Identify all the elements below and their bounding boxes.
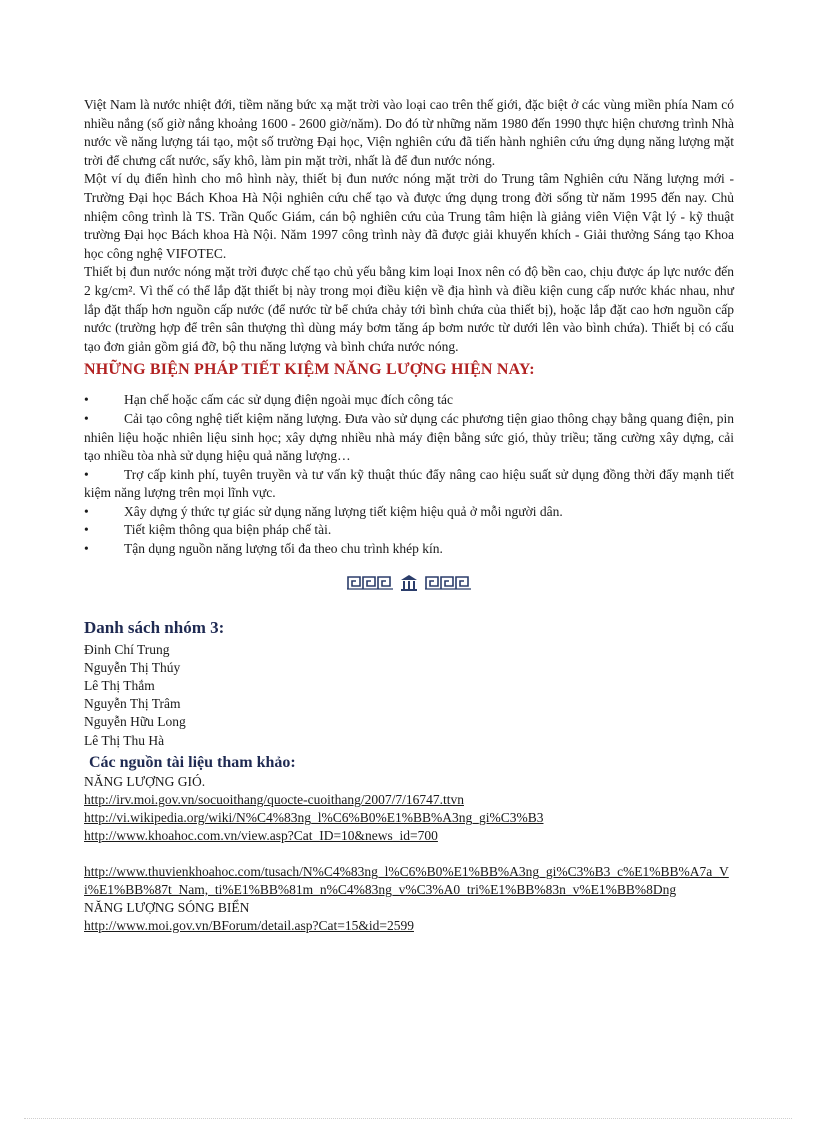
member-name: Nguyễn Hữu Long bbox=[84, 714, 186, 730]
member-name: Đinh Chí Trung bbox=[84, 641, 170, 657]
reference-link[interactable]: http://vi.wikipedia.org/wiki/N%C4%83ng_l%C6%B0%E1%BB%A3ng_gi%C3%B3 bbox=[84, 810, 544, 826]
bullet-icon: • bbox=[84, 503, 89, 519]
list-item: • Tiết kiệm thông qua biện pháp chế tài. bbox=[84, 521, 734, 540]
reference-link-long[interactable]: http://www.thuvienkhoahoc.com/tusach/N%C4%83ng_l%C6%B0%E1%BB%A3ng_gi%C3%B3_c%E1%BB%A7a_Vi%E1%BB%87t_Nam,_ti%E1%BB%81m_n%C4%83ng_v%C3%A0_tri%E1%BB%83n_v%E1%BB%8Dng bbox=[84, 863, 729, 897]
wave-energy-label: NĂNG LƯỢNG SÓNG BIỂN bbox=[84, 900, 250, 916]
member-name: Nguyễn Thị Trâm bbox=[84, 696, 181, 712]
member-name: Lê Thị Thắm bbox=[84, 678, 155, 694]
bullet-icon: • bbox=[84, 522, 89, 538]
bullet-icon: • bbox=[84, 466, 89, 482]
reference-link[interactable]: http://www.khoahoc.com.vn/view.asp?Cat_ID=10&news_id=700 bbox=[84, 828, 438, 844]
measures-list bbox=[84, 391, 734, 558]
list-item: • Cải tạo công nghệ tiết kiệm năng lượng. Đưa vào sử dụng các phương tiện giao thông chạy bằng quang điện, pin nhiên liệu hoặc nhiên liệu sinh học; xây dựng nhiều nhà máy điện bằng sức gió, thủy triều; tăng cường xây dựng, cải tạo nhiều tòa nhà sử dụng hiệu quả năng lượng… bbox=[84, 410, 734, 464]
references-title: Các nguồn tài liệu tham khảo: bbox=[89, 753, 296, 771]
greek-key-icon bbox=[347, 576, 393, 590]
list-item: • Xây dựng ý thức tự giác sử dụng năng lượng tiết kiệm hiệu quả ở mỗi người dân. bbox=[84, 503, 734, 522]
list-item: • Tận dụng nguồn năng lượng tối đa theo chu trình khép kín. bbox=[84, 540, 734, 559]
ornament-divider bbox=[84, 571, 734, 595]
bullet-icon: • bbox=[84, 410, 89, 426]
intro-paragraph-2: Một ví dụ điển hình cho mô hình này, thiết bị đun nước nóng mặt trời do Trung tâm Nghiên cứu Năng lượng mới - Trường Đại học Bách Khoa Hà Nội nghiên cứu chế tạo và được ứng dụng trong đời sống từ năm 1995 đến nay. Chủ nhiệm công trình là TS. Trần Quốc Giám, cán bộ nghiên cứu của Trung tâm hiện là giảng viên Viện Vật lý - kỹ thuật trường Đại học Bách khoa Hà Nội. Năm 1997 công trình này đã được giải khuyến khích - Giải thưởng Sáng tạo Khoa học công nghệ VIFOTEC. bbox=[84, 171, 734, 261]
spacer bbox=[84, 846, 734, 863]
list-item: • Hạn chế hoặc cấm các sử dụng điện ngoài mục đích công tác bbox=[84, 391, 734, 410]
wind-energy-label: NĂNG LƯỢNG GIÓ. bbox=[84, 773, 206, 789]
page-bottom-divider bbox=[24, 1118, 792, 1119]
intro-paragraph-3: Thiết bị đun nước nóng mặt trời được chế tạo chủ yếu bằng kim loại Inox nên có độ bền cao, chịu được áp lực nước đến 2 kg/cm². Vì thế có thể lắp đặt thiết bị này trong mọi điều kiện về địa hình và điều kiện cung cấp nước khác nhau, như lắp đặt thấp hơn nguồn cấp nước (để nước từ bể chứa chảy tới bình chứa của thiết bị), hoặc lắp đặt cao hơn nguồn cấp nước (trường hợp để trên sân thượng thì dùng máy bơm tăng áp bơm nước từ dưới lên vào bình chứa). Thiết bị có cấu tạo đơn giản gồm giá đỡ, bộ thu năng lượng và bình chứa nước nóng. bbox=[84, 264, 734, 354]
group-title: Danh sách nhóm 3: bbox=[84, 617, 225, 637]
reference-link[interactable]: http://www.moi.gov.vn/BForum/detail.asp?Cat=15&id=2599 bbox=[84, 918, 414, 934]
member-name: Lê Thị Thu Hà bbox=[84, 732, 165, 748]
bullet-icon: • bbox=[84, 541, 89, 557]
bullet-icon: • bbox=[84, 392, 89, 408]
section-heading: NHỮNG BIỆN PHÁP TIẾT KIỆM NĂNG LƯỢNG HIỆN NAY: bbox=[84, 361, 535, 379]
intro-paragraph-1: Việt Nam là nước nhiệt đới, tiềm năng bức xạ mặt trời vào loại cao trên thế giới, đặc biệt ở các vùng miền phía Nam có nhiều nắng (số giờ nắng khoảng 1600 - 2600 giờ/năm). Do đó từ những năm 1980 đến 1990 thực hiện chương trình Nhà nước về năng lượng tái tạo, một số trường Đại học, Viện nghiên cứu đã tiến hành nghiên cứu ứng dụng năng lượng mặt trời để chưng cất nước, sấy khô, làm pin mặt trời, nhất là để đun nước nóng. bbox=[84, 97, 734, 168]
reference-link[interactable]: http://irv.moi.gov.vn/socuoithang/quocte-cuoithang/2007/7/16747.ttvn bbox=[84, 792, 464, 808]
list-item: • Trợ cấp kinh phí, tuyên truyền và tư vấn kỹ thuật thúc đẩy nâng cao hiệu suất sử dụng đồng thời đẩy mạnh tiết kiệm năng lượng trên mọi lĩnh vực. bbox=[84, 466, 734, 501]
document-page bbox=[84, 96, 734, 936]
greek-key-icon bbox=[425, 576, 471, 590]
temple-icon bbox=[399, 573, 419, 593]
member-name: Nguyễn Thị Thúy bbox=[84, 659, 181, 675]
